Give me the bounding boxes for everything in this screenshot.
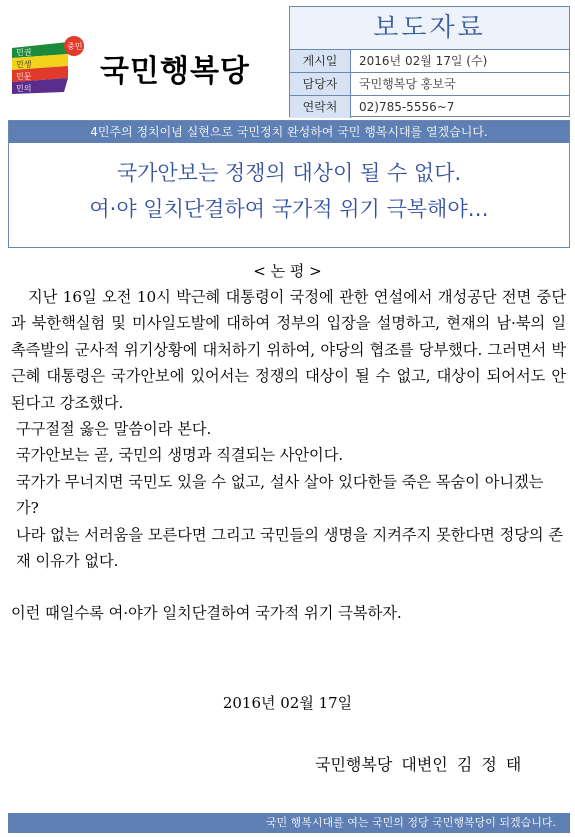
party-name: 국민행복당 xyxy=(100,54,250,89)
headline-line-1: 국가안보는 정쟁의 대상이 될 수 없다. xyxy=(116,161,462,185)
logo-word-4: 민의 xyxy=(16,84,32,93)
party-emblem-icon xyxy=(8,36,92,100)
document-date: 2016년 02월 17일 xyxy=(222,694,353,712)
headline-banner xyxy=(8,120,570,248)
press-release-box xyxy=(289,6,570,117)
contact-person-label: 담당자 xyxy=(290,73,351,95)
contact-person-value: 국민행복당 홍보국 xyxy=(359,77,456,91)
slogan-bar: 4민주의 정치이념 실현으로 국민정치 완성하여 국민 행복시대를 열겠습니다. xyxy=(9,121,569,143)
logo-word-5: 중민 xyxy=(67,42,83,51)
footer-slogan: 국민 행복시대를 여는 국민의 정당 국민행복당이 되겠습니다. xyxy=(8,813,570,833)
paragraph-2: 구구절절 옳은 말씀이라 본다. xyxy=(16,420,212,439)
paragraph-6: 이런 때일수록 여·야가 일치단결하여 국가적 위기 극복하자. xyxy=(11,604,402,623)
section-label: < 논 평 > xyxy=(253,262,322,280)
commentary-body xyxy=(11,284,566,627)
paragraph-1: 지난 16일 오전 10시 박근혜 대통령이 국정에 관한 연설에서 개성공단 전면 중단과 북한핵실험 및 미사일도발에 대하여 정부의 입장을 설명하고, 현재의 남·북의 일촉즉발의 군사적 위기상황에 대처하기 위하여, 야당의 협조를 당부했다. 그러면서 박근혜 대통령은 국가안보에 있어서는 정쟁의 대상이 될 수 없고, 대상이 되어서도 안 된다고 강조했다. xyxy=(11,288,566,412)
phone-row xyxy=(290,96,569,118)
spacer xyxy=(11,574,566,600)
post-date-value: 2016년 02월 17일 (수) xyxy=(359,54,488,68)
spokesperson-signature: 국민행복당 대변인 김 정 태 xyxy=(315,755,522,774)
post-date-row xyxy=(290,50,569,73)
logo-word-1: 민권 xyxy=(16,48,32,57)
logo-word-2: 민생 xyxy=(16,60,32,69)
phone-value: 02)785-5556~7 xyxy=(359,100,455,114)
paragraph-4: 국가가 무너지면 국민도 있을 수 없고, 설사 살아 있다한들 죽은 목숨이 아니겠는가? xyxy=(16,472,544,518)
paragraph-3: 국가안보는 곧, 국민의 생명과 직결되는 사안이다. xyxy=(16,446,344,465)
press-release-title: 보도자료 xyxy=(290,7,569,50)
phone-label: 연락처 xyxy=(290,96,351,118)
contact-person-row xyxy=(290,73,569,96)
logo-word-3: 민문 xyxy=(16,72,32,81)
party-logo xyxy=(8,36,278,100)
headline-line-2: 여·야 일치단결하여 국가적 위기 극복해야… xyxy=(89,197,489,221)
paragraph-5: 나라 없는 서러움을 모른다면 그리고 국민들의 생명을 지켜주지 못한다면 정당의 존재 이유가 없다. xyxy=(16,525,564,571)
post-date-label: 게시일 xyxy=(290,50,351,72)
